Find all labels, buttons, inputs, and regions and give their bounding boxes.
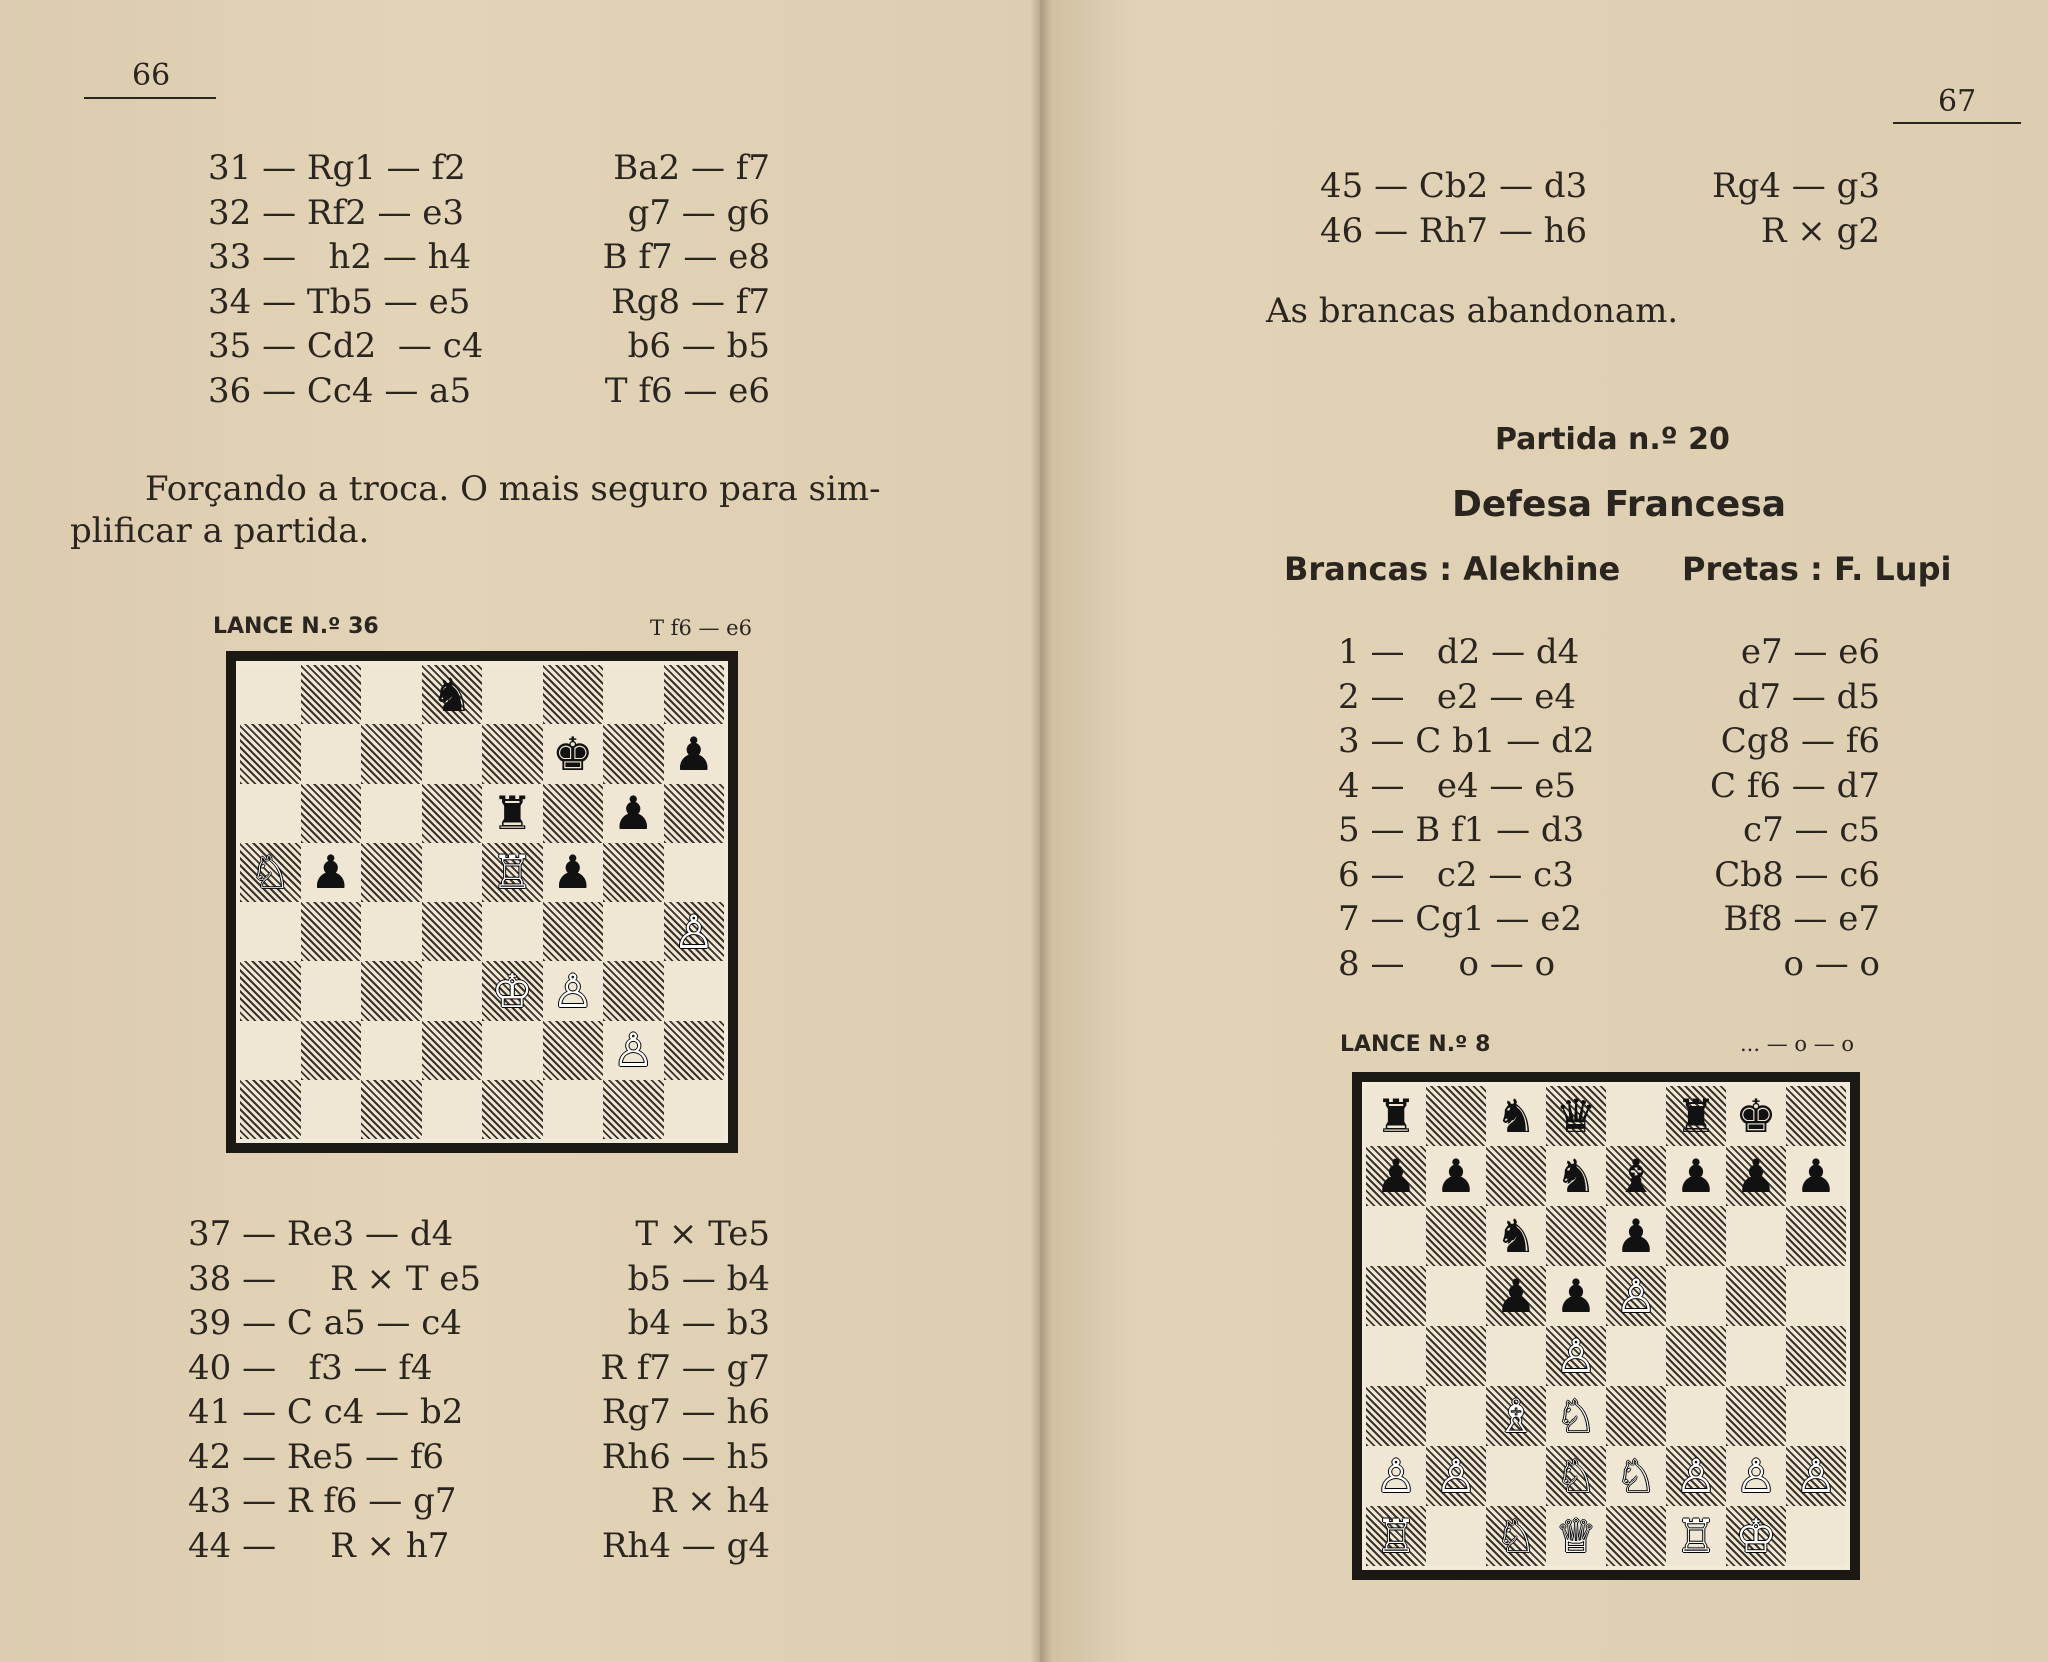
white-knight-icon: ♘ — [1555, 1449, 1597, 1503]
black-pawn-icon: ♟ — [1675, 1149, 1717, 1203]
move-line: Bf8 — e7 — [1723, 899, 1880, 939]
move-line: 32 — Rf2 — e3 — [208, 192, 465, 233]
black-pawn-icon: ♟ — [552, 845, 594, 900]
result-text: As brancas abandonam. — [1266, 291, 1679, 331]
move-line: Rg4 — g3 — [1711, 166, 1880, 206]
white-rook-icon: ♖ — [1675, 1509, 1717, 1563]
white-rook-icon: ♖ — [1375, 1509, 1417, 1563]
move-line: 7 — Cg1 — e2 — [1338, 899, 1583, 939]
moves-black-column — [1650, 630, 1880, 986]
move-line: 40 — f3 — f4 — [188, 1347, 433, 1388]
white-pawn-icon: ♙ — [1375, 1449, 1417, 1503]
white-pawn-icon: ♙ — [552, 963, 594, 1018]
move-line: g7 — g6 — [627, 192, 770, 233]
annotation-line-1: Forçando a troca. O mais seguro para sim- — [145, 469, 881, 509]
move-line: 42 — Re5 — f6 — [188, 1436, 445, 1477]
moves-white-column — [188, 1212, 481, 1568]
move-line: b4 — b3 — [627, 1303, 770, 1343]
page-number-right: 67 — [1938, 84, 1977, 119]
board-frame — [1352, 1072, 1860, 1580]
move-line: 35 — Cd2 — c4 — [208, 326, 484, 366]
move-line: Cb8 — c6 — [1714, 854, 1880, 895]
book-gutter — [1030, 0, 1052, 1662]
black-knight-icon: ♞ — [1555, 1149, 1597, 1203]
white-pawn-icon: ♙ — [612, 1023, 654, 1078]
black-knight-icon: ♞ — [431, 667, 473, 722]
move-line: T f6 — e6 — [604, 370, 770, 411]
moves-white-column — [1320, 164, 1587, 253]
opening-title: Defesa Francesa — [1452, 484, 1787, 525]
white-queen-icon: ♕ — [1555, 1509, 1597, 1563]
move-line: R × h4 — [650, 1481, 770, 1521]
black-pawn-icon: ♟ — [1615, 1209, 1657, 1263]
white-knight-icon: ♘ — [1495, 1509, 1537, 1563]
black-rook-icon: ♜ — [491, 786, 533, 841]
black-pawn-icon: ♟ — [1735, 1149, 1777, 1203]
move-line: C f6 — d7 — [1709, 765, 1880, 806]
move-line: R × g2 — [1760, 210, 1880, 251]
move-line: 37 — Re3 — d4 — [188, 1214, 454, 1254]
black-pawn-icon: ♟ — [1435, 1149, 1477, 1203]
black-pawn-icon: ♟ — [612, 786, 654, 841]
black-pawn-icon: ♟ — [1795, 1149, 1837, 1203]
move-line: Cg8 — f6 — [1720, 721, 1880, 761]
white-player: Brancas : Alekhine — [1284, 550, 1621, 588]
move-line: 33 — h2 — h4 — [208, 237, 472, 277]
move-line: 4 — e4 — e5 — [1338, 765, 1576, 806]
moves-black-column — [1650, 164, 1880, 253]
white-knight-icon: ♘ — [1615, 1449, 1657, 1503]
move-line: b6 — b5 — [627, 326, 770, 366]
move-line: 46 — Rh7 — h6 — [1320, 210, 1588, 251]
black-knight-icon: ♞ — [1495, 1089, 1537, 1143]
move-line: 2 — e2 — e4 — [1338, 676, 1576, 717]
game-number: Partida n.º 20 — [1495, 422, 1730, 457]
diagram-label: LANCE N.º 36 — [213, 614, 379, 639]
move-line: e7 — e6 — [1740, 632, 1880, 672]
black-rook-icon: ♜ — [1375, 1089, 1417, 1143]
diagram-move: T f6 — e6 — [650, 616, 752, 640]
move-line: Rh6 — h5 — [601, 1436, 770, 1477]
move-line: R f7 — g7 — [600, 1347, 770, 1388]
black-pawn-icon: ♟ — [673, 726, 715, 781]
white-pawn-icon: ♙ — [1615, 1269, 1657, 1323]
move-line: Rg7 — h6 — [601, 1392, 770, 1432]
chess-diagram — [226, 651, 738, 1153]
black-rook-icon: ♜ — [1675, 1089, 1717, 1143]
diagram-label: LANCE N.º 8 — [1340, 1032, 1491, 1057]
move-line: Rh4 — g4 — [601, 1525, 770, 1566]
move-line: 44 — R × h7 — [188, 1525, 450, 1566]
white-knight-icon: ♘ — [1555, 1389, 1597, 1443]
white-knight-icon: ♘ — [249, 845, 291, 900]
move-line: 8 — o — o — [1338, 943, 1556, 984]
moves-white-column — [1338, 630, 1594, 986]
move-line: 41 — C c4 — b2 — [188, 1392, 464, 1432]
move-line: d7 — d5 — [1737, 676, 1880, 717]
white-rook-icon: ♖ — [491, 845, 533, 900]
move-line: 38 — R × T e5 — [188, 1258, 482, 1299]
move-line: T × Te5 — [635, 1214, 770, 1254]
moves-black-column — [560, 1212, 770, 1568]
move-line: c7 — c5 — [1743, 810, 1880, 850]
black-king-icon: ♚ — [552, 726, 594, 781]
move-line: o — o — [1783, 943, 1880, 984]
move-line: 34 — Tb5 — e5 — [208, 281, 471, 322]
moves-black-column — [560, 146, 770, 413]
white-pawn-icon: ♙ — [1735, 1449, 1777, 1503]
move-line: b5 — b4 — [627, 1258, 770, 1299]
black-knight-icon: ♞ — [1495, 1209, 1537, 1263]
move-line: Ba2 — f7 — [613, 148, 770, 188]
white-pawn-icon: ♙ — [1675, 1449, 1717, 1503]
moves-white-column — [208, 146, 483, 413]
move-line: 5 — B f1 — d3 — [1338, 810, 1585, 850]
white-king-icon: ♔ — [491, 963, 533, 1018]
black-bishop-icon: ♝ — [1615, 1149, 1657, 1203]
move-line: 43 — R f6 — g7 — [188, 1481, 457, 1521]
move-line: 39 — C a5 — c4 — [188, 1303, 462, 1343]
move-line: B f7 — e8 — [602, 237, 770, 277]
white-pawn-icon: ♙ — [1795, 1449, 1837, 1503]
move-line: 45 — Cb2 — d3 — [1320, 166, 1588, 206]
page-number-rule-left — [84, 97, 216, 99]
move-line: 3 — C b1 — d2 — [1338, 721, 1595, 761]
move-line: 1 — d2 — d4 — [1338, 632, 1580, 672]
move-line: 31 — Rg1 — f2 — [208, 148, 466, 188]
white-pawn-icon: ♙ — [1555, 1329, 1597, 1383]
diagram-move: ... — o — o — [1740, 1032, 1855, 1056]
black-queen-icon: ♛ — [1555, 1089, 1597, 1143]
board-frame — [226, 651, 738, 1153]
move-line: Rg8 — f7 — [611, 281, 770, 322]
page-number-rule-right — [1893, 122, 2021, 124]
move-line: 6 — c2 — c3 — [1338, 854, 1574, 895]
annotation-line-2: plificar a partida. — [70, 511, 370, 551]
white-king-icon: ♔ — [1735, 1509, 1777, 1563]
black-pawn-icon: ♟ — [310, 845, 352, 900]
black-player: Pretas : F. Lupi — [1682, 550, 1952, 588]
white-pawn-icon: ♙ — [673, 904, 715, 959]
black-pawn-icon: ♟ — [1495, 1269, 1537, 1323]
black-pawn-icon: ♟ — [1375, 1149, 1417, 1203]
black-pawn-icon: ♟ — [1555, 1269, 1597, 1323]
black-king-icon: ♚ — [1735, 1089, 1777, 1143]
chess-diagram — [1352, 1072, 1860, 1580]
page-number-left: 66 — [132, 58, 171, 93]
move-line: 36 — Cc4 — a5 — [208, 370, 472, 411]
white-bishop-icon: ♗ — [1495, 1389, 1537, 1443]
white-pawn-icon: ♙ — [1435, 1449, 1477, 1503]
